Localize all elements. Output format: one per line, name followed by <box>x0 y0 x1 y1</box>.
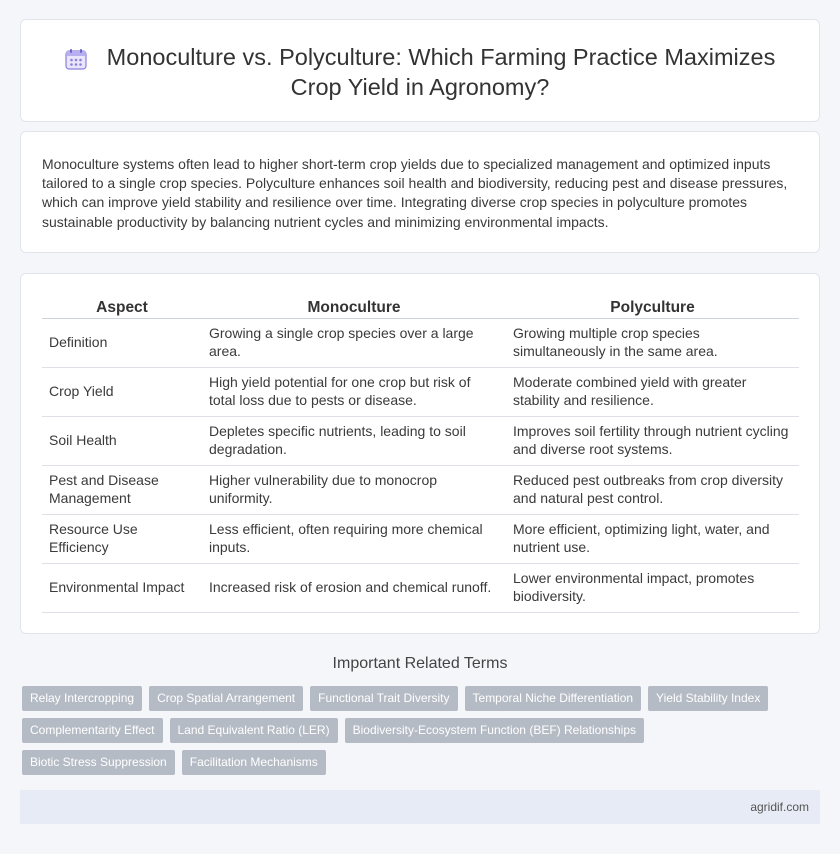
header-monoculture: Monoculture <box>202 292 506 318</box>
monoculture-cell: Higher vulnerability due to monocrop uniformity. <box>202 465 506 514</box>
footer-site-link[interactable]: agridif.com <box>750 800 809 814</box>
table-row <box>42 367 799 416</box>
footer <box>20 790 820 824</box>
monoculture-cell: Growing a single crop species over a large area. <box>202 318 506 367</box>
term-tag[interactable]: Functional Trait Diversity <box>310 686 457 711</box>
comparison-card <box>20 273 820 634</box>
term-tag[interactable]: Complementarity Effect <box>22 718 163 743</box>
table-row <box>42 563 799 612</box>
table-row <box>42 416 799 465</box>
monoculture-cell: Depletes specific nutrients, leading to soil degradation. <box>202 416 506 465</box>
term-tag[interactable]: Temporal Niche Differentiation <box>465 686 642 711</box>
title-line-1: Monoculture vs. Polyculture: Which Farming Practice Maximizes <box>106 44 776 70</box>
aspect-cell: Environmental Impact <box>42 563 202 612</box>
polyculture-cell: More efficient, optimizing light, water, and nutrient use. <box>506 514 799 563</box>
term-tag[interactable]: Biodiversity-Ecosystem Function (BEF) Relationships <box>345 718 644 743</box>
term-tag[interactable]: Crop Spatial Arrangement <box>149 686 303 711</box>
term-tag[interactable]: Biotic Stress Suppression <box>22 750 175 775</box>
aspect-cell: Pest and Disease Management <box>42 465 202 514</box>
term-tag[interactable]: Land Equivalent Ratio (LER) <box>170 718 338 743</box>
header-card <box>20 19 820 122</box>
aspect-cell: Soil Health <box>42 416 202 465</box>
summary-card <box>20 131 820 253</box>
calendar-icon <box>65 48 87 70</box>
polyculture-cell: Growing multiple crop species simultaneously in the same area. <box>506 318 799 367</box>
aspect-cell: Crop Yield <box>42 367 202 416</box>
monoculture-cell: High yield potential for one crop but risk of total loss due to pests or disease. <box>202 367 506 416</box>
comparison-table <box>42 292 799 613</box>
table-row <box>42 465 799 514</box>
related-terms-heading: Important Related Terms <box>332 655 508 672</box>
term-tag[interactable]: Facilitation Mechanisms <box>182 750 326 775</box>
table-header-row <box>42 292 799 318</box>
header-aspect: Aspect <box>42 292 202 318</box>
summary-text: Monoculture systems often lead to higher short-term crop yields due to specialized management and optimized inputs tailored to a single crop species. Polyculture enhances soil health and biodiversity, reducing pest and disease pressures, which can improve yield stability and resilience over time. Integrating diverse crop species in polyculture promotes sustainable productivity by balancing nutrient cycles and minimizing environmental impacts. <box>42 156 788 230</box>
polyculture-cell: Reduced pest outbreaks from crop diversity and natural pest control. <box>506 465 799 514</box>
title-line-2: Crop Yield in Agronomy? <box>290 74 550 100</box>
polyculture-cell: Moderate combined yield with greater stability and resilience. <box>506 367 799 416</box>
term-tag[interactable]: Relay Intercropping <box>22 686 142 711</box>
page-title <box>21 42 819 102</box>
polyculture-cell: Improves soil fertility through nutrient cycling and diverse root systems. <box>506 416 799 465</box>
aspect-cell: Definition <box>42 318 202 367</box>
table-row <box>42 318 799 367</box>
term-tag[interactable]: Yield Stability Index <box>648 686 768 711</box>
monoculture-cell: Less efficient, often requiring more chemical inputs. <box>202 514 506 563</box>
table-row <box>42 514 799 563</box>
header-polyculture: Polyculture <box>506 292 799 318</box>
aspect-cell: Resource Use Efficiency <box>42 514 202 563</box>
monoculture-cell: Increased risk of erosion and chemical runoff. <box>202 563 506 612</box>
related-terms-list <box>22 686 802 782</box>
polyculture-cell: Lower environmental impact, promotes biodiversity. <box>506 563 799 612</box>
